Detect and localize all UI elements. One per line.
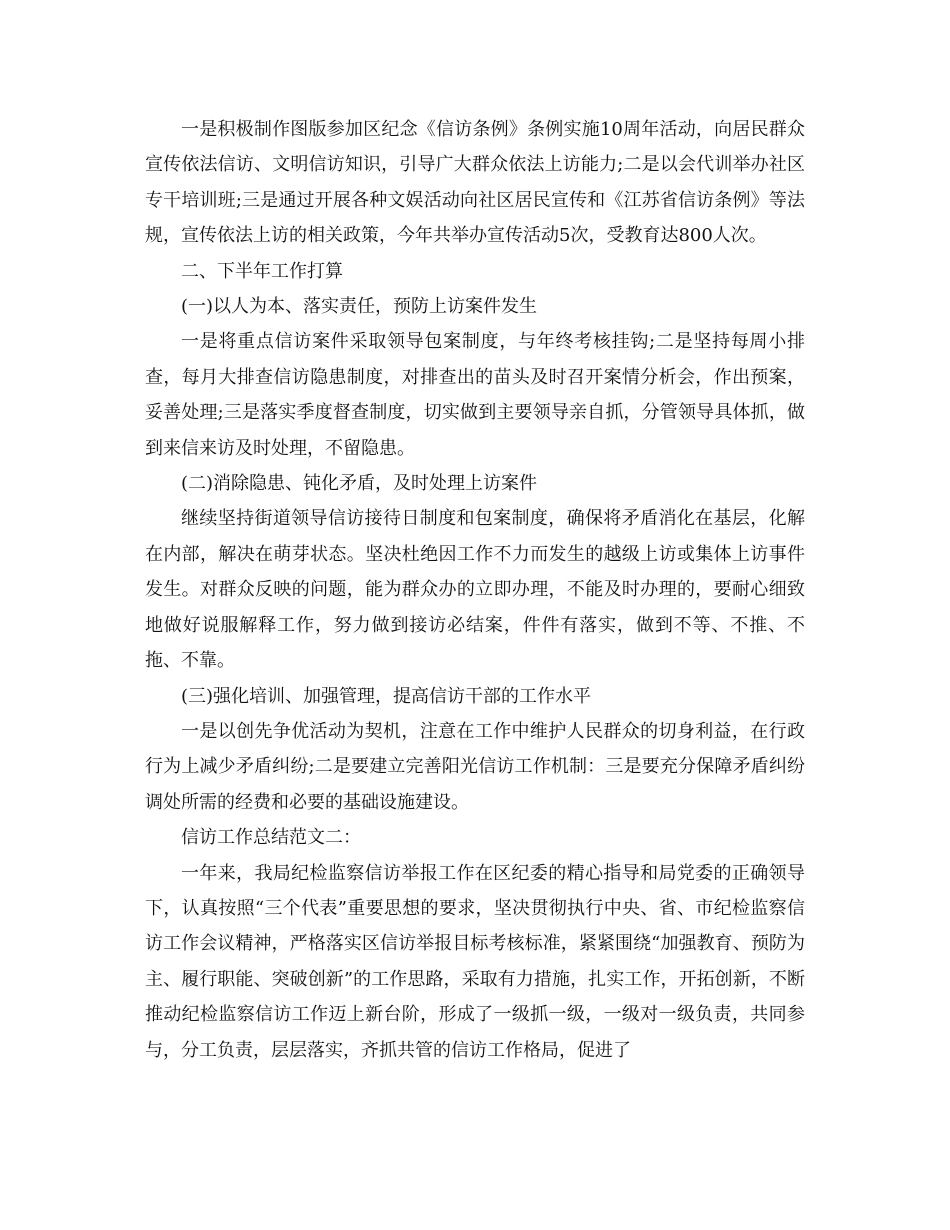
document-body (145, 112, 805, 1068)
paragraph-annual-summary: 一年来，我局纪检监察信访举报工作在区纪委的精心指导和局党委的正确领导下，认真按照“三个代表”重要思想的要求，坚决贯彻执行中央、省、市纪检监察信访工作会议精神，严格落实区信访举报目标考核标准，紧紧围绕“加强教育、预防为主、履行职能、突破创新”的工作思路，采取有力措施，扎实工作，开拓创新，不断推动纪检监察信访工作迈上新台阶，形成了一级抓一级，一级对一级负责，共同参与，分工负责，层层落实，齐抓共管的信访工作格局，促进了 (145, 862, 805, 1061)
sample-title-two: 信访工作总结范文二： (181, 827, 361, 849)
paragraph-handle-cases: 继续坚持街道领导信访接待日制度和包案制度，确保将矛盾消化在基层，化解在内部，解决在萌芽状态。坚决杜绝因工作不力而发生的越级上访或集体上访事件发生。对群众反映的问题，能为群众办的立即办理，不能及时办理的，要耐心细致地做好说服解释工作，努力做到接访必结案，件件有落实，做到不等、不推、不拖、不靠。 (145, 508, 805, 672)
paragraph-training-measures: 一是以创先争优活动为契机，注意在工作中维护人民群众的切身利益，在行政行为上减少矛盾纠纷;二是要建立完善阳光信访工作机制：三是要充分保障矛盾纠纷调处所需的经费和必要的基础设施建设。 (145, 720, 805, 813)
subheading-eliminate-risks: (二)消除隐患、钝化矛盾，及时处理上访案件 (181, 473, 538, 495)
subheading-training-management: (三)强化培训、加强管理，提高信访干部的工作水平 (181, 685, 592, 707)
paragraph-publicity-activities: 一是积极制作图版参加区纪念《信访条例》条例实施10周年活动，向居民群众宣传依法信访、文明信访知识，引导广大群众依法上访能力;二是以会代训举办社区专干培训班;三是通过开展各种文娱活动向社区居民宣传和《江苏省信访条例》等法规，宣传依法上访的相关政策，今年共举办宣传活动5次，受教育达800人次。 (145, 119, 805, 247)
section-heading-second-half-plan: 二、下半年工作打算 (181, 260, 343, 282)
paragraph-prevention-measures: 一是将重点信访案件采取领导包案制度，与年终考核挂钩;二是坚持每周小排查，每月大排查信访隐患制度，对排查出的苗头及时召开案情分析会，作出预案，妥善处理;三是落实季度督查制度，切实做到主要领导亲自抓，分管领导具体抓，做到来信来访及时处理，不留隐患。 (145, 331, 805, 459)
subheading-prevention: (一)以人为本、落实责任，预防上访案件发生 (181, 296, 538, 318)
